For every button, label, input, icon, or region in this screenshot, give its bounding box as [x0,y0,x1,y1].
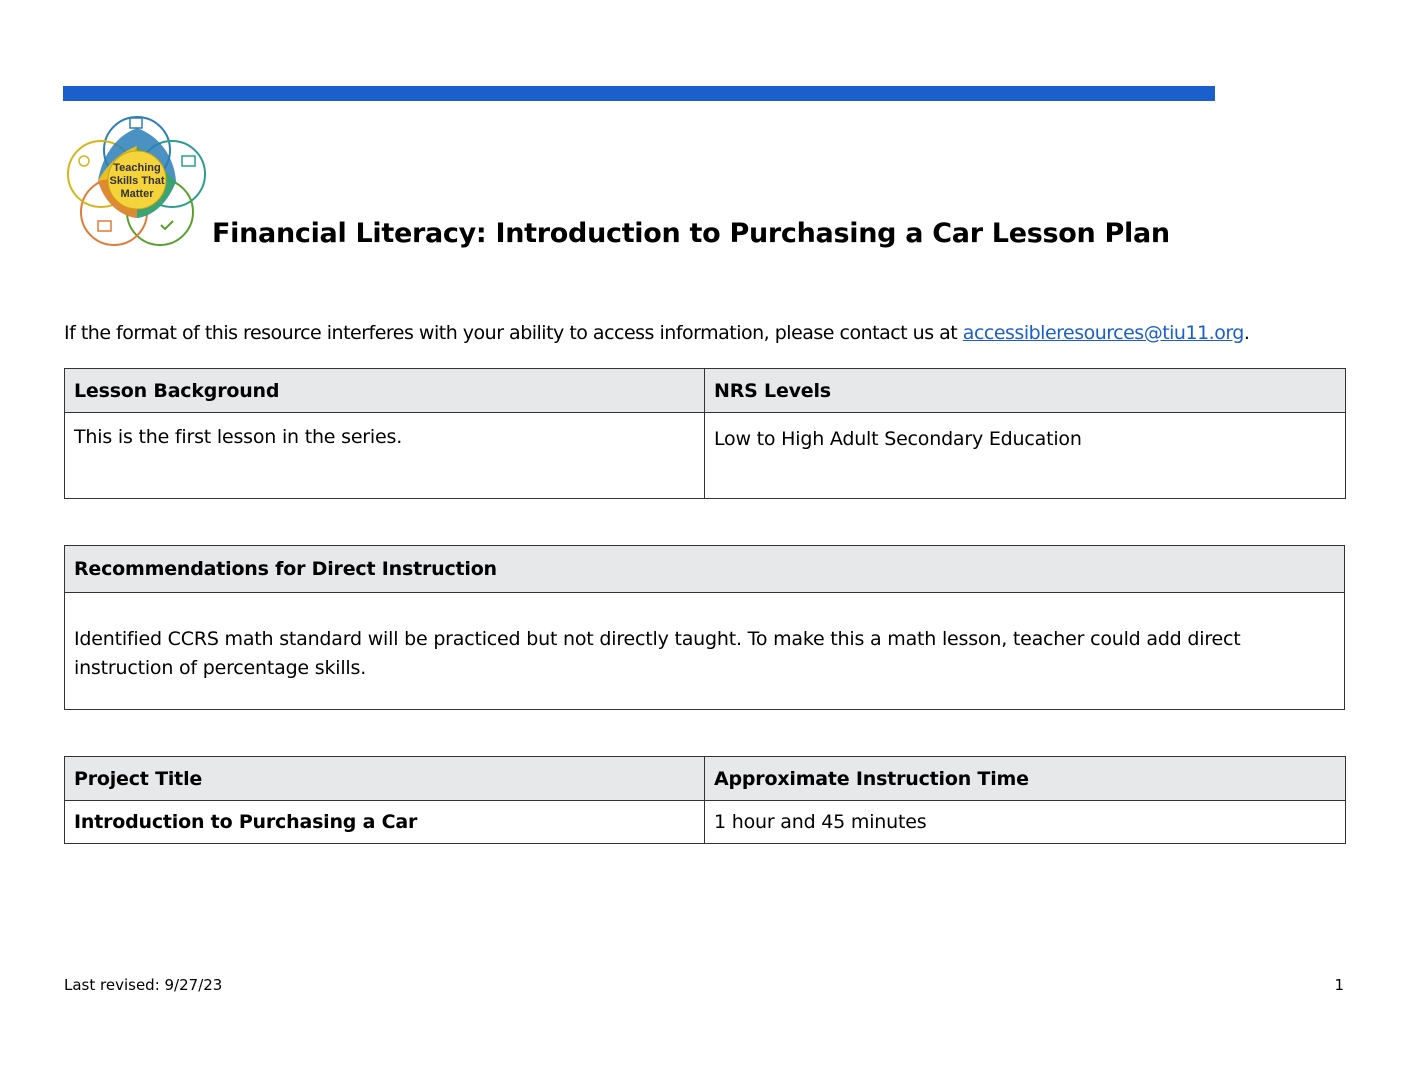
instruction-time-value: 1 hour and 45 minutes [705,801,1346,844]
direct-instruction-header: Recommendations for Direct Instruction [65,546,1345,593]
nrs-levels-header: NRS Levels [705,369,1346,413]
project-title-header: Project Title [65,757,705,801]
heart-icon [161,221,173,229]
last-revised: Last revised: 9/27/23 [64,976,223,994]
direct-instruction-value: Identified CCRS math standard will be practiced but not directly taught. To make this a math lesson, teacher could add direct instruction of percentage skills. [65,593,1345,710]
accessibility-notice [64,322,1249,344]
logo-text-line1: Teaching [113,162,161,174]
direct-instruction-table [64,545,1345,710]
document-title: Financial Literacy: Introduction to Purchasing a Car Lesson Plan [212,218,1170,249]
page-number: 1 [1334,976,1344,994]
project-table [64,756,1346,844]
project-title-value: Introduction to Purchasing a Car [65,801,705,844]
lesson-background-header: Lesson Background [65,369,705,413]
logo-text-line3: Matter [120,188,154,200]
top-accent-bar [63,86,1215,101]
lesson-background-value: This is the first lesson in the series. [65,413,705,499]
notice-end: . [1243,322,1250,344]
logo-text-line2: Skills That [109,175,165,187]
house-icon [98,221,111,231]
computer-icon [182,156,195,166]
lesson-background-table [64,368,1346,499]
nrs-levels-value: Low to High Adult Secondary Education [705,413,1346,499]
document-icon [130,118,142,128]
contact-email-link[interactable]: accessibleresources@tiu11.org [962,322,1244,344]
notice-text: If the format of this resource interferes with your ability to access information, please contact us at [64,322,963,344]
teaching-skills-logo [64,106,210,248]
lightbulb-icon [79,156,89,166]
instruction-time-header: Approximate Instruction Time [705,757,1346,801]
